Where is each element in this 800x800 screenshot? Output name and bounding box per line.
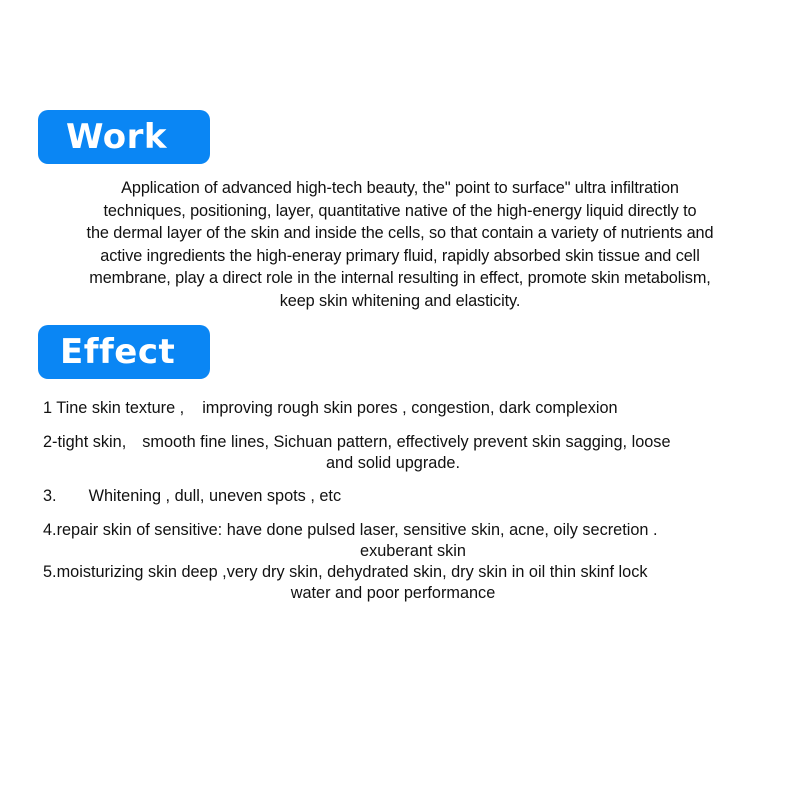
- work-line: membrane, play a direct role in the internal resulting in effect, promote skin metabolism,: [89, 269, 711, 287]
- effect-item-continuation: exuberant skin: [360, 542, 466, 560]
- work-description: [20, 177, 780, 312]
- effect-heading-badge: [38, 325, 210, 379]
- work-line: techniques, positioning, layer, quantitative native of the high-energy liquid directly to: [103, 201, 697, 220]
- effect-item-continuation: water and poor performance: [290, 584, 496, 602]
- effect-item-lead: 3.: [43, 487, 57, 505]
- work-heading: Work: [66, 117, 168, 157]
- effect-item: [43, 486, 341, 507]
- effect-item: [43, 520, 783, 562]
- effect-item: [43, 562, 783, 604]
- effect-item-text: Whitening , dull, uneven spots , etc: [88, 487, 342, 505]
- work-line: Application of advanced high-tech beauty, the" point to surface" ultra infiltration: [121, 179, 679, 197]
- effect-item-lead: 1 Tine skin texture ,: [43, 399, 185, 417]
- effect-item-continuation: and solid upgrade.: [326, 454, 460, 472]
- effect-item: [43, 398, 618, 419]
- effect-item: [43, 432, 783, 474]
- effect-item-lead: 4.repair skin of sensitive: have done pulsed laser, sensitive skin, acne, oily secretion .: [43, 521, 658, 539]
- work-line: keep skin whitening and elasticity.: [279, 291, 521, 310]
- work-line: the dermal layer of the skin and inside the cells, so that contain a variety of nutrients and: [86, 224, 714, 242]
- work-line: active ingredients the high-eneray primary fluid, rapidly absorbed skin tissue and cell: [100, 246, 700, 265]
- effect-item-lead: 5.moisturizing skin deep ,very dry skin, dehydrated skin, dry skin in oil thin skinf lock: [43, 563, 648, 581]
- effect-item-text: improving rough skin pores , congestion, dark complexion: [202, 399, 618, 417]
- effect-item-lead: 2-tight skin,: [43, 433, 127, 451]
- work-heading-badge: [38, 110, 210, 164]
- effect-heading: Effect: [60, 332, 176, 372]
- effect-item-text: smooth fine lines, Sichuan pattern, effectively prevent skin sagging, loose: [142, 433, 671, 451]
